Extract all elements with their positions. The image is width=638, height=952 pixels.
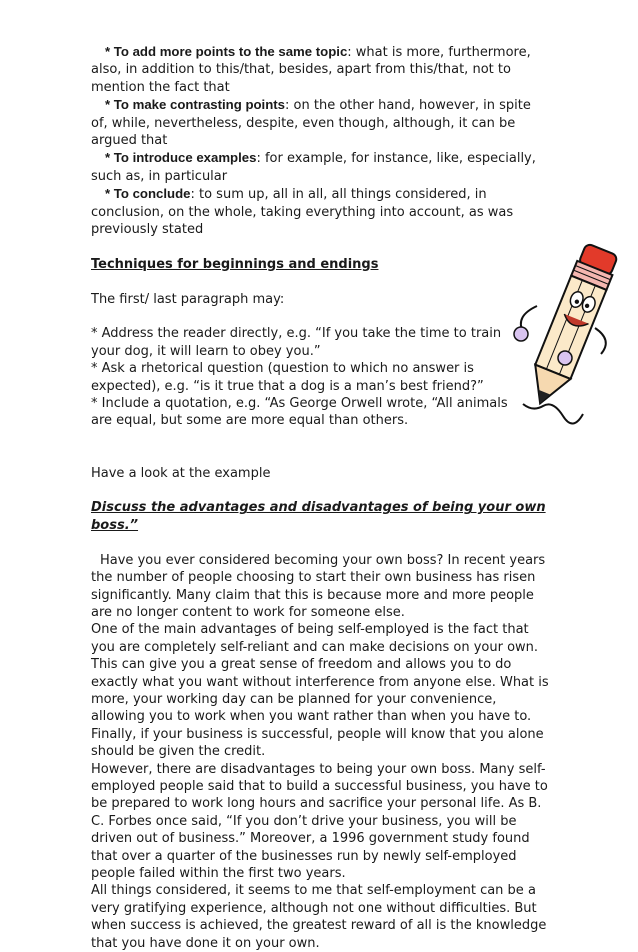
techniques-heading: Techniques for beginnings and endings: [91, 256, 379, 272]
connector-examples: [91, 149, 549, 185]
techniques-intro: The first/ last paragraph may:: [91, 291, 285, 307]
connector-text: : what is more, furthermore, also, in addition to this/that, besides, apart from this/that, not to mention the fact that: [91, 45, 531, 95]
example-lead: Have a look at the example: [91, 465, 271, 481]
pencil-cartoon-icon: [503, 236, 629, 432]
essay-paragraph: All things considered, it seems to me that self-employment can be a very gratifying experience, although not one without difficulties. But when success is achieved, the greatest reward of all is the knowledge that you have done it on your own.: [91, 883, 547, 951]
essay-paragraph: One of the main advantages of being self-employed is the fact that you are completely self-reliant and can make decisions on your own. This can give you a great sense of freedom and allows you to do exactly what you want without interference from anyone else. What is more, your working day can be planned for your convenience, allowing you to work when you want rather than when you have to. Finally, if your business is successful, people will know that you alone should be given the credit.: [91, 622, 549, 760]
connector-conclude: [91, 185, 549, 238]
connector-label: * To introduce examples: [105, 150, 257, 166]
essay-paragraph: However, there are disadvantages to being your own boss. Many self-employed people said that to build a successful business, you have to be prepared to work long hours and sacrifice your personal life. As B. C. Forbes once said, “If you don’t drive your business, you will be driven out of business.” Moreover, a 1996 government study found that over a quarter of the businesses run by newly self-employed people failed within the first two years.: [91, 761, 548, 881]
essay-paragraph: Have you ever considered becoming your own boss? In recent years the number of people choosing to start their own business has risen significantly. Many claim that this is because more and more people are no longer content to work for someone else.: [91, 552, 546, 620]
technique-item: * Include a quotation, e.g. “As George Orwell wrote, “All animals are equal, but some are more equal than others.: [91, 396, 508, 429]
document-page: [91, 43, 549, 952]
connector-contrast: [91, 96, 549, 149]
connector-label: * To make contrasting points: [105, 97, 286, 113]
connector-text: : on the other hand, however, in spite of, while, nevertheless, despite, even though, although, it can be argued that: [91, 98, 531, 149]
connector-label: * To add more points to the same topic: [105, 44, 348, 59]
connector-text: : for example, for instance, like, especially, such as, in particular: [91, 151, 536, 184]
essay-title: Discuss the advantages and disadvantages of being your own boss.”: [91, 500, 546, 533]
technique-item: * Address the reader directly, e.g. “If you take the time to train your dog, it will learn to obey you.”: [91, 326, 502, 359]
connector-text: : to sum up, all in all, all things considered, in conclusion, on the whole, taking everything into account, as was previously stated: [91, 187, 514, 238]
connector-label: * To conclude: [105, 186, 191, 202]
connector-add-points: [91, 43, 549, 96]
technique-item: * Ask a rhetorical question (question to which no answer is expected), e.g. “is it true that a dog is a man’s best friend?”: [91, 361, 484, 394]
